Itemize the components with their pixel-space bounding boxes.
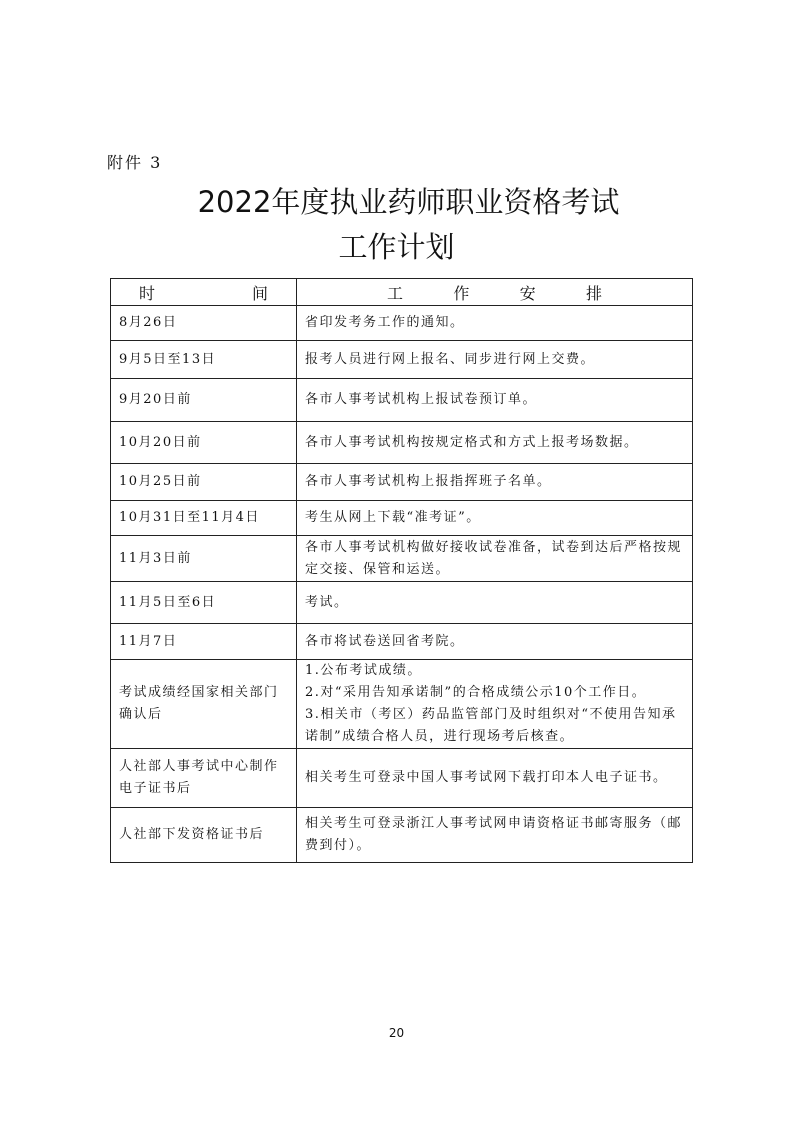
table-row [111,501,693,536]
attachment-label: 附件 3 [107,153,163,172]
document-subtitle: 工作计划 [338,230,455,264]
header-time [111,279,297,306]
document-title: 2022年度执业药师职业资格考试 [197,185,620,219]
work-cell [297,341,693,379]
table-row [111,422,693,464]
work-line: 相关考生可登录中国人事考试网下载打印本人电子证书。 [305,770,668,785]
work-cell [297,660,693,749]
time-cell: 9月20日前 [111,379,297,422]
work-cell [297,306,693,341]
time-cell: 10月20日前 [111,422,297,464]
work-line: 各市人事考试机构上报指挥班子名单。 [305,474,552,489]
table-row [111,464,693,501]
time-cell: 考试成绩经国家相关部门确认后 [111,660,297,749]
page-number: 20 [388,1026,405,1040]
work-line: 各市人事考试机构做好接收试卷准备，试卷到达后严格按规定交接、保管和运送。 [305,539,683,577]
header-work [297,279,693,306]
time-cell: 10月31日至11月4日 [111,501,297,536]
work-line: 各市人事考试机构上报试卷预订单。 [305,392,538,407]
time-cell: 8月26日 [111,306,297,341]
work-line: 相关考生可登录浙江人事考试网申请资格证书邮寄服务（邮费到付）。 [305,816,683,853]
work-cell [297,624,693,660]
table-row [111,660,693,749]
work-cell [297,464,693,501]
header-time-char: 时 [139,283,156,303]
header-work-char: 排 [585,283,602,303]
work-line: 报考人员进行网上报名、同步进行网上交费。 [305,351,596,367]
table-header-row [111,279,693,306]
work-line: 各市将试卷送回省考院。 [305,633,465,649]
work-line: 各市人事考试机构按规定格式和方式上报考场数据。 [305,434,639,450]
work-cell [297,536,693,582]
time-cell: 人社部下发资格证书后 [111,808,297,863]
work-line: 省印发考务工作的通知。 [305,315,465,330]
work-cell [297,582,693,624]
header-time-char: 间 [251,283,268,303]
work-cell [297,501,693,536]
table-row [111,379,693,422]
time-cell: 11月5日至6日 [111,582,297,624]
table-row [111,624,693,660]
work-line: 考试。 [305,594,349,610]
time-cell: 11月7日 [111,624,297,660]
work-line: 2.对“采用告知承诺制”的合格成绩公示10个工作日。 [305,685,647,700]
header-work-char: 工 [387,283,404,303]
work-line: 3.相关市（考区）药品监管部门及时组织对“不使用告知承诺制”成绩合格人员，进行现场考后核查。 [305,707,677,744]
table-row [111,341,693,379]
time-cell: 11月3日前 [111,536,297,582]
header-work-char: 作 [453,283,470,303]
schedule-table [110,278,693,863]
table-row [111,536,693,582]
work-cell [297,379,693,422]
time-cell: 10月25日前 [111,464,297,501]
table-row [111,306,693,341]
work-cell [297,422,693,464]
table-row [111,749,693,808]
header-work-char: 安 [519,283,536,303]
time-cell: 9月5日至13日 [111,341,297,379]
table-row [111,582,693,624]
table-row [111,808,693,863]
work-line: 考生从网上下载“准考证”。 [305,510,481,525]
work-cell [297,808,693,863]
work-line: 1.公布考试成绩。 [305,663,422,678]
time-cell: 人社部人事考试中心制作电子证书后 [111,749,297,808]
work-cell [297,749,693,808]
